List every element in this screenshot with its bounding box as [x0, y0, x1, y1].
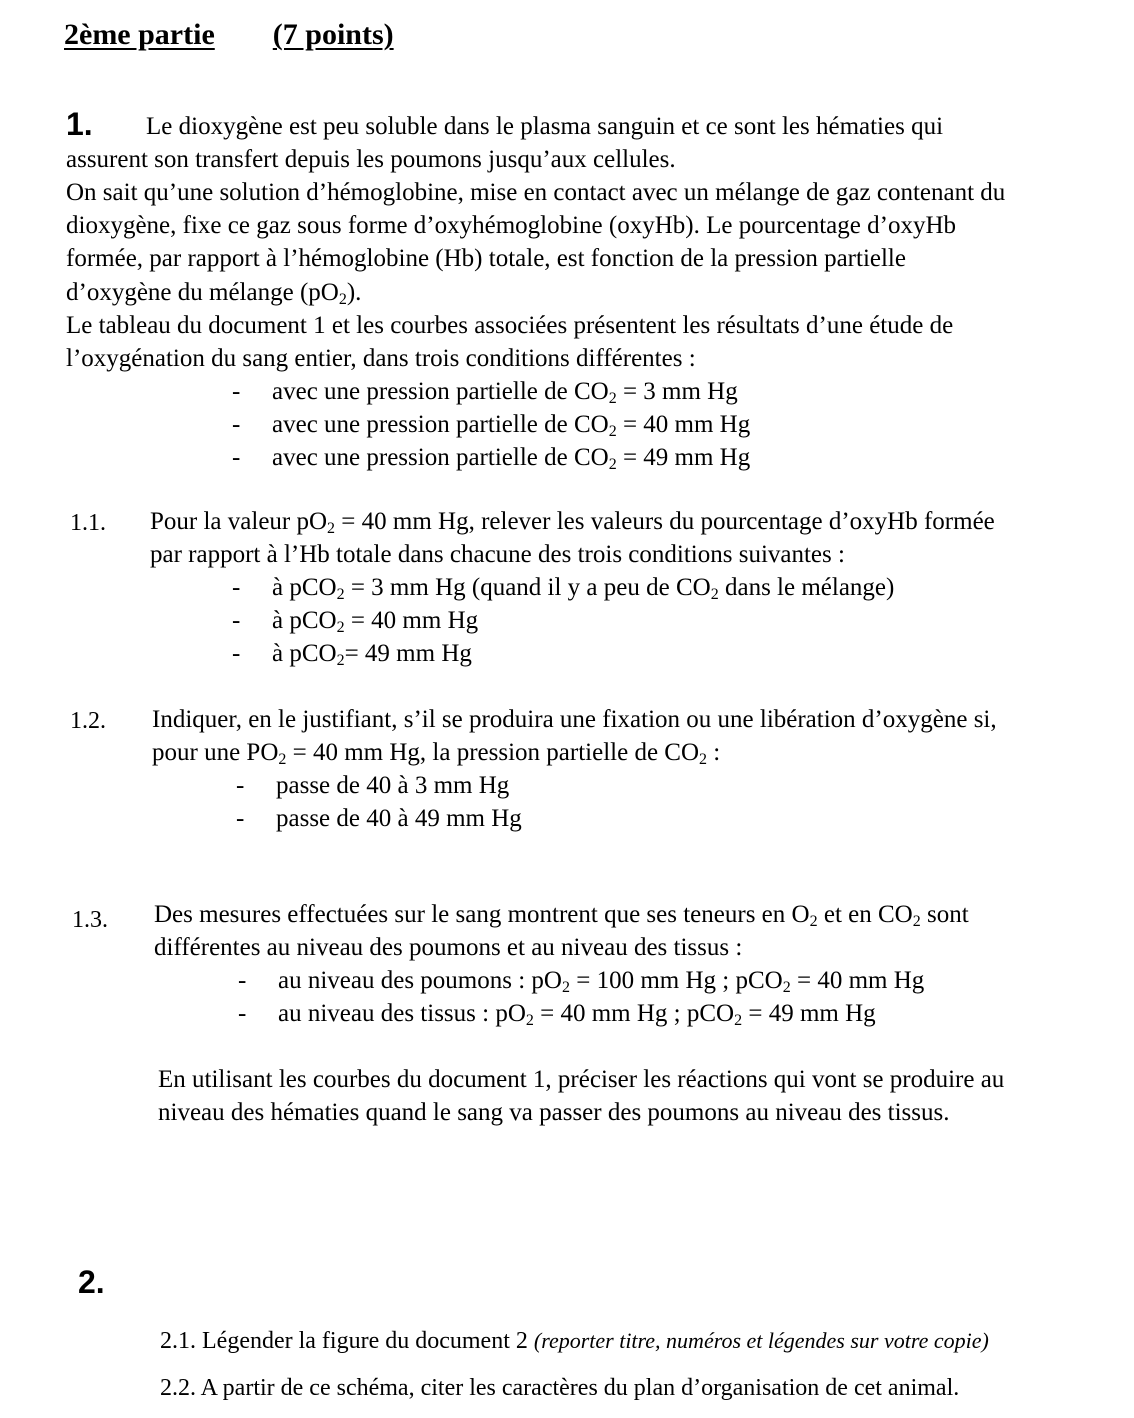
intro-line-8: l’oxygénation du sang entier, dans trois conditions différentes : — [66, 345, 696, 372]
intro-line-4: dioxygène, fixe ce gaz sous forme d’oxyhémoglobine (oxyHb). Le pourcentage d’oxyHb — [66, 212, 957, 239]
question-2-1: 2.1. Légender la figure du document 2 (reporter titre, numéros et légendes sur votre copie) — [160, 1328, 989, 1354]
question-1-1-line-1: Pour la valeur $pO_2 = 40$ mm Hg, relever les valeurs du pourcentage d’oxyHb formée — [150, 508, 995, 537]
question-1-1-item: - à pCO$_2$ = 40 mm Hg — [232, 607, 479, 636]
question-1-3-item: - au niveau des poumons : $pO_2 = 100$ mm Hg ; pCO$_2$ = 40 mm Hg — [238, 967, 925, 996]
question-1-2-item: - passe de 40 à 49 mm Hg — [236, 805, 522, 832]
page-title — [64, 18, 394, 51]
part-label: 2ème partie — [64, 18, 215, 51]
question-1-2-line-2: pour une $PO_2 = 40$ mm Hg, la pression partielle de $CO_2$ : — [152, 739, 721, 768]
question-1-3-line-1: Des mesures effectuées sur le sang montrent que ses teneurs en $O_2$ et en $CO_2$ sont — [154, 901, 969, 930]
question-1-3-item: - au niveau des tissus : $pO_2 = 40$ mm Hg ; pCO$_2$ = 49 mm Hg — [238, 1000, 876, 1029]
question-1-3-line-2: différentes au niveau des poumons et au niveau des tissus : — [154, 934, 743, 961]
question-1-3-final-2: niveau des hématies quand le sang va passer des poumons au niveau des tissus. — [158, 1099, 950, 1126]
condition-item: - avec une pression partielle de $CO_2 = 49$ mm Hg — [232, 444, 751, 473]
condition-item: - avec une pression partielle de $CO_2 = 40$ mm Hg — [232, 411, 751, 440]
question-1-1-item: - à pCO$_2$= 49 mm Hg — [232, 640, 472, 669]
points-label: (7 points) — [272, 18, 394, 51]
question-1-2-line-1: Indiquer, en le justifiant, s’il se produira une fixation ou une libération d’oxygène si, — [152, 706, 997, 733]
question-1-2-number: 1.2. — [70, 708, 106, 734]
question-1-2-item: - passe de 40 à 3 mm Hg — [236, 772, 510, 799]
intro-line-2: assurent son transfert depuis les poumons jusqu’aux cellules. — [66, 146, 676, 173]
question-1-3-number: 1.3. — [72, 907, 108, 933]
question-2-2: 2.2. A partir de ce schéma, citer les caractères du plan d’organisation de cet animal. — [160, 1375, 960, 1401]
condition-item: - avec une pression partielle de $CO_2 = 3$ mm Hg — [232, 378, 738, 407]
question-1-1-item: - à pCO$_2$ = 3 mm Hg (quand il y a peu de $CO_2$ dans le mélange) — [232, 574, 895, 603]
question-1-1-number: 1.1. — [70, 510, 106, 536]
intro-line-5: formée, par rapport à l’hémoglobine (Hb) totale, est fonction de la pression partielle — [66, 245, 906, 272]
question-1-3-final-1: En utilisant les courbes du document 1, préciser les réactions qui vont se produire au — [158, 1066, 1005, 1093]
intro-line-7: Le tableau du document 1 et les courbes associées présentent les résultats d’une étude de — [66, 312, 954, 339]
intro-line-6: d’oxygène du mélange $(pO_2)$. — [66, 279, 362, 308]
question-1-1-line-2: par rapport à l’Hb totale dans chacune des trois conditions suivantes : — [150, 541, 845, 568]
intro-line-3: On sait qu’une solution d’hémoglobine, mise en contact avec un mélange de gaz contenant du — [66, 179, 1006, 206]
section-2-number: 2. — [78, 1264, 105, 1300]
intro-line-1: Le dioxygène est peu soluble dans le plasma sanguin et ce sont les hématies qui — [146, 113, 944, 140]
section-1-number: 1. — [66, 106, 93, 142]
